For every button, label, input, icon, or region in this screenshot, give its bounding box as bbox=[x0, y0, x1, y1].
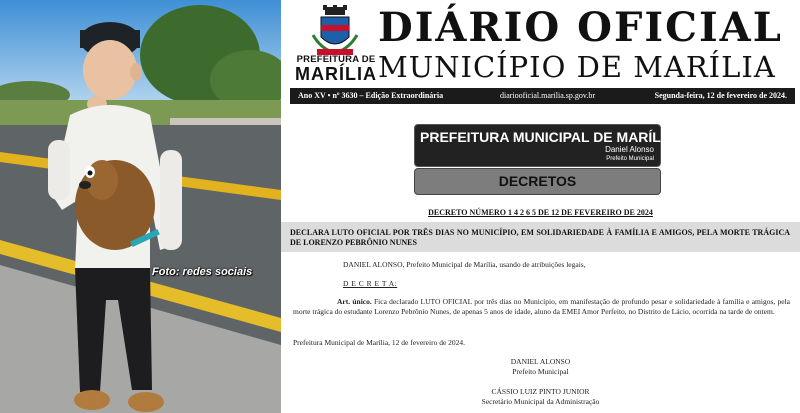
decree-place-date: Prefeitura Municipal de Marília, 12 de fevereiro de 2024. bbox=[293, 338, 466, 347]
edition-info-bar bbox=[290, 88, 795, 104]
prefeitura-label-line1: PREFEITURA DE bbox=[296, 54, 376, 65]
edition-number: Ano XV • nº 3630 – Edição Extraordinária bbox=[298, 91, 444, 100]
prefeitura-header-box bbox=[414, 124, 675, 167]
signer2-name: CÁSSIO LUIZ PINTO JUNIOR bbox=[491, 387, 590, 396]
prefeitura-header-title: PREFEITURA MUNICIPAL DE MARÍLIA bbox=[420, 129, 675, 145]
signer1-name: DANIEL ALONSO bbox=[510, 357, 571, 366]
website-link[interactable]: diariooficial.marilia.sp.gov.br bbox=[500, 91, 596, 100]
article-label: Art. único. bbox=[337, 297, 372, 306]
signer2-role: Secretário Municipal da Administração bbox=[481, 397, 600, 406]
decree-ementa: DECLARA LUTO OFICIAL POR TRÊS DIAS NO MUNICÍPIO, EM SOLIDARIEDADE À FAMÍLIA E AMIGOS, PELA MORTE TRÁGICA DE LORENZO PEBRÔNIO NUNES bbox=[290, 228, 790, 247]
photo-illustration bbox=[0, 0, 281, 413]
prefeitura-label bbox=[292, 55, 380, 83]
mayor-role: Prefeito Municipal bbox=[606, 156, 654, 162]
newspaper-subtitle: MUNICÍPIO DE MARÍLIA bbox=[378, 50, 776, 84]
signer1-role: Prefeito Municipal bbox=[512, 367, 569, 376]
mayor-name: Daniel Alonso bbox=[605, 145, 654, 154]
edition-date: Segunda-feira, 12 de fevereiro de 2024. bbox=[654, 91, 787, 100]
decree-article bbox=[293, 297, 790, 317]
masthead bbox=[281, 0, 800, 88]
child-photo bbox=[0, 0, 281, 413]
article-text: Fica declarado LUTO OFICIAL por três dias no Município, em manifestação de profundo pesar e solidariedade à família e amigos, pela morte trágica do estudante Lorenzo Pebrônio Nunes, de apenas 5 anos de idade, aluno da EMEI Amor Perfeito, no Distrito de Lácio, ocorrida na tarde de ontem. bbox=[293, 297, 790, 316]
prefeitura-label-line2: MARÍLIA bbox=[295, 63, 377, 84]
newspaper-title: DIÁRIO OFICIAL bbox=[378, 4, 783, 51]
city-crest-icon bbox=[311, 5, 359, 57]
decree-title: DECRETO NÚMERO 1 4 2 6 5 DE 12 DE FEVEREIRO DE 2024 bbox=[428, 208, 653, 217]
decree-preamble: DANIEL ALONSO, Prefeito Municipal de Marília, usando de atribuições legais, bbox=[343, 260, 586, 269]
decree-decreta: D E C R E T A: bbox=[343, 279, 398, 288]
photo-credit: Foto: redes sociais bbox=[152, 266, 253, 278]
diario-oficial-page bbox=[281, 0, 800, 413]
section-heading: DECRETOS bbox=[414, 168, 661, 195]
decree-ementa-box bbox=[281, 222, 800, 252]
